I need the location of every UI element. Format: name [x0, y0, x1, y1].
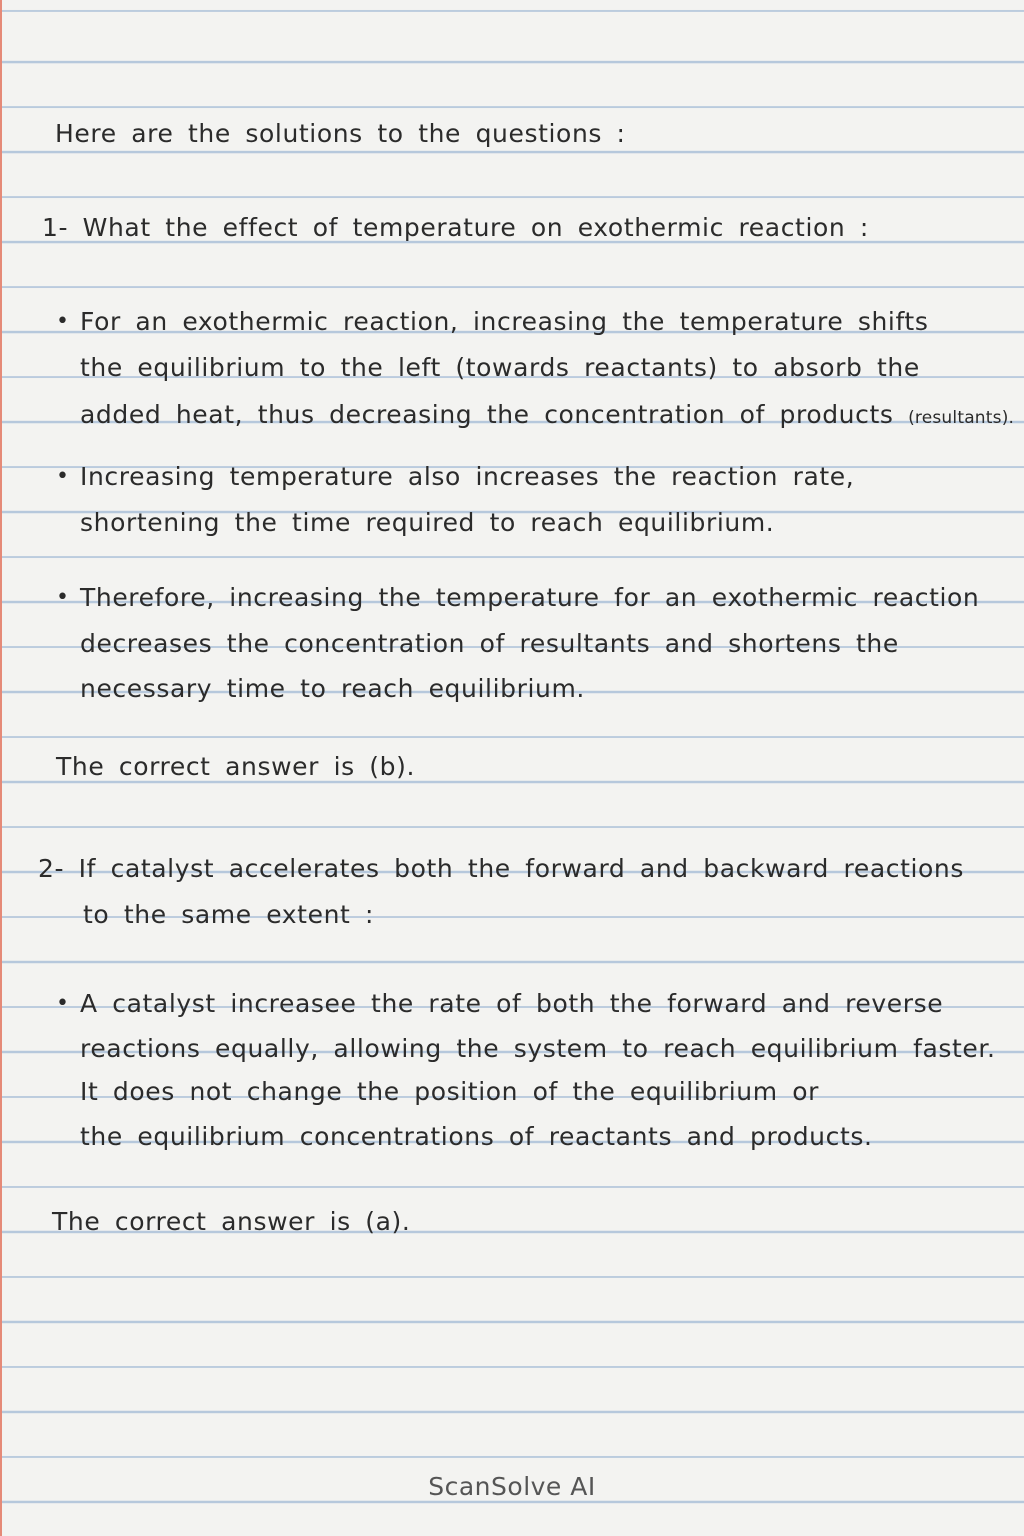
- q2-bullet1-line4: the equilibrium concentrations of reactants and products.: [80, 1122, 873, 1151]
- q2-answer: The correct answer is (a).: [52, 1207, 411, 1236]
- question-1-title: 1- What the effect of temperature on exothermic reaction :: [42, 213, 869, 242]
- bullet-dot: •: [56, 464, 69, 489]
- q1-bullet1-small-note: (resultants).: [908, 408, 1015, 428]
- q1-bullet2-line2: shortening the time required to reach equilibrium.: [80, 508, 775, 537]
- q1-bullet3-line1: Therefore, increasing the temperature for an exothermic reaction: [80, 583, 980, 612]
- question-2-title-line1: 2- If catalyst accelerates both the forward and backward reactions: [38, 854, 964, 883]
- q1-answer: The correct answer is (b).: [56, 752, 416, 781]
- red-margin-line: [0, 0, 2, 1536]
- q1-bullet2-line1: Increasing temperature also increases the reaction rate,: [80, 462, 855, 491]
- intro-text: Here are the solutions to the questions :: [55, 119, 626, 148]
- q1-bullet1-line3-text: added heat, thus decreasing the concentration of products: [80, 400, 894, 429]
- q2-bullet1-line1: A catalyst increasee the rate of both the forward and reverse: [80, 989, 944, 1018]
- q2-bullet1-line3: It does not change the position of the equilibrium or: [80, 1077, 819, 1106]
- bullet-dot: •: [56, 309, 69, 334]
- q2-bullet1-line2: reactions equally, allowing the system to reach equilibrium faster.: [80, 1034, 996, 1063]
- q1-bullet1-line2: the equilibrium to the left (towards reactants) to absorb the: [80, 353, 920, 382]
- bullet-dot: •: [56, 991, 69, 1016]
- q1-bullet3-line3: necessary time to reach equilibrium.: [80, 674, 585, 703]
- scansolve-signature: ScanSolve AI: [428, 1472, 596, 1501]
- q1-bullet3-line2: decreases the concentration of resultants and shortens the: [80, 629, 899, 658]
- question-2-title-line2: to the same extent :: [83, 900, 374, 929]
- bullet-dot: •: [56, 585, 69, 610]
- q1-bullet1-line1: For an exothermic reaction, increasing the temperature shifts: [80, 307, 929, 336]
- q1-bullet1-line3: [80, 400, 1014, 433]
